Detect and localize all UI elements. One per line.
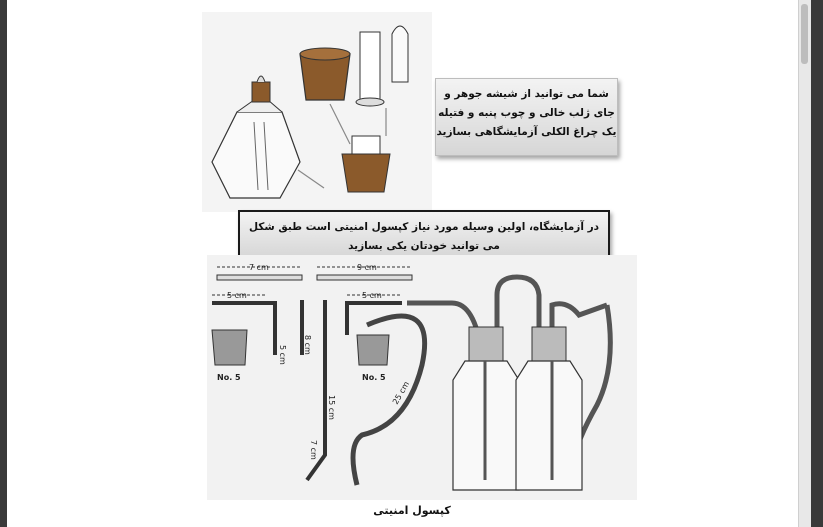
vertical-scrollbar[interactable] [798,0,811,527]
label-7cm-vertical: 7 cm [309,440,318,460]
label-8cm: 8 cm [303,335,312,355]
label-5cm-a: 5 cm [227,291,247,300]
cork-shape [300,54,350,100]
label-9cm: 9 cm [357,263,377,272]
rubber-stopper-two [357,335,389,365]
label-25cm: 25 cm [390,379,412,406]
document-page [7,0,811,527]
alcohol-lamp-drawing [202,12,432,212]
cork-top [300,48,350,60]
tube-base [356,98,384,106]
safety-capsule-drawing [207,255,637,500]
assembled-tube [352,136,380,154]
metal-tube [360,32,380,102]
label-no5-b: No. 5 [362,373,386,382]
bottle-right [516,361,582,490]
label-5cm-b: 5 cm [278,345,287,365]
figure-caption: کپسول امنیتی [373,504,451,517]
alcohol-lamp-instruction: شما می توانید از شیشه جوهر و جای ژلب خالی و چوب پنبه و فتیله یک چراغ الکلی آزمایشگاهی بسازید [435,78,618,156]
bottle-stopper-right [532,327,566,361]
label-no5-a: No. 5 [217,373,241,382]
jar-cork [252,82,270,102]
scrollbar-thumb[interactable] [801,4,808,64]
label-5cm-c: 5 cm [362,291,382,300]
wick [257,76,265,82]
bottle-stopper-left [469,327,503,361]
safety-capsule-illustration [207,255,637,500]
glass-cap [392,26,408,82]
arrow-line [298,170,324,188]
rubber-stopper [212,330,247,365]
label-15cm: 15 cm [327,395,336,420]
tube-7cm [217,275,302,280]
safety-capsule-instruction: در آزمایشگاه، اولین وسیله مورد نیاز کپسول امنیتی است طبق شکل می توانید خودتان یکی بسازید [238,210,610,260]
alcohol-lamp-illustration [202,12,432,212]
tube-9cm [317,275,412,280]
label-7cm: 7 cm [249,263,269,272]
assembled-cork [342,154,390,192]
arrow-line [330,104,350,144]
